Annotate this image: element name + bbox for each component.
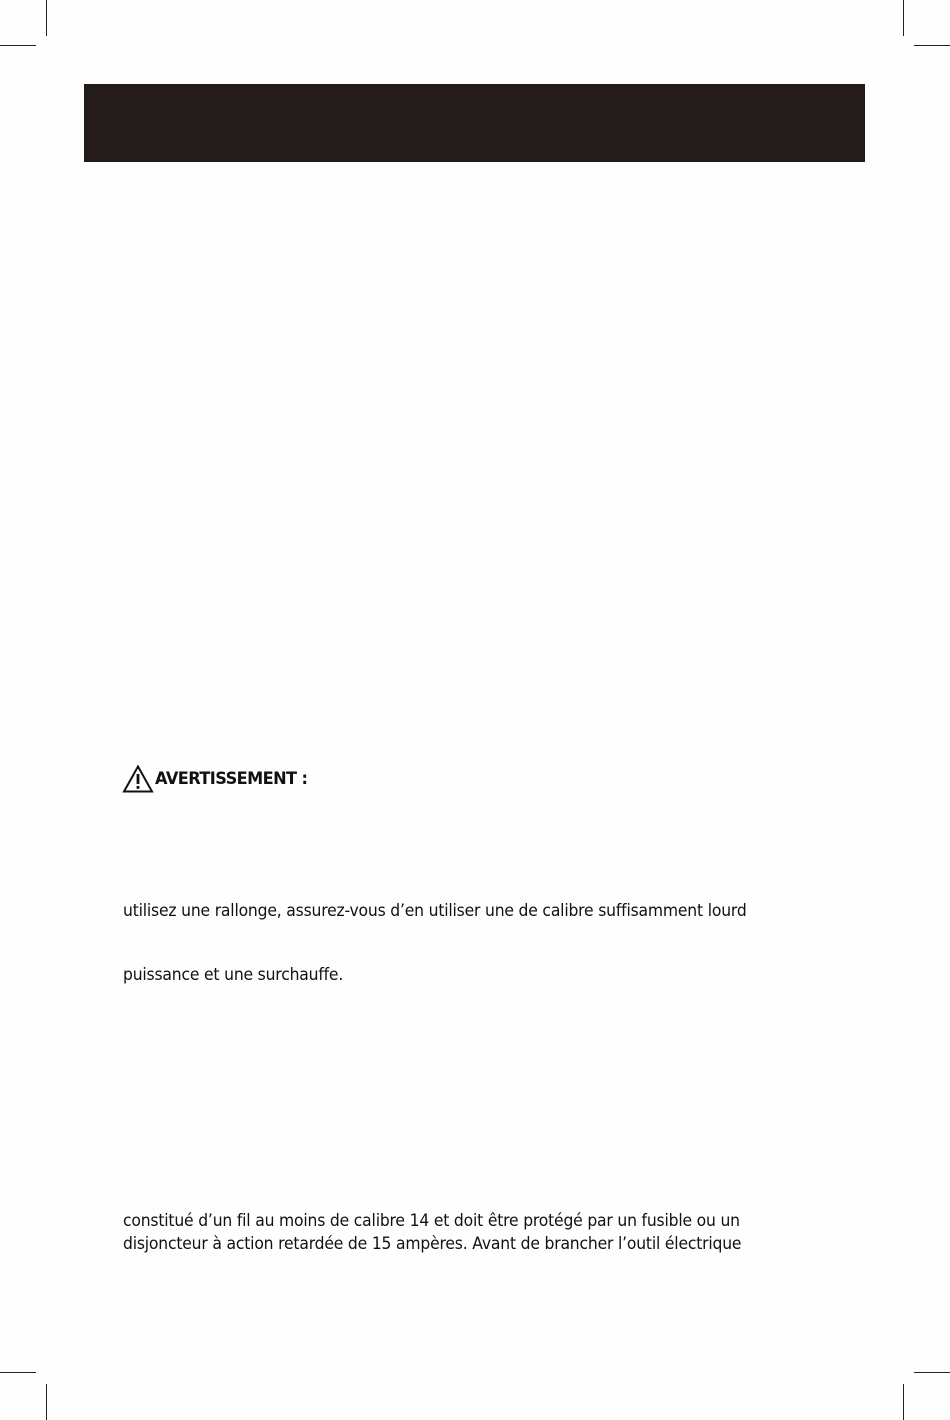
crop-mark-bottom-left-horizontal xyxy=(0,1372,36,1373)
crop-mark-top-right-horizontal xyxy=(914,45,950,46)
warning-heading xyxy=(122,763,315,795)
paragraph-1-line-2: puissance et une surchauffe. xyxy=(123,965,344,984)
crop-mark-top-left-horizontal xyxy=(0,45,36,46)
crop-mark-top-left-vertical xyxy=(46,0,47,36)
crop-mark-bottom-left-vertical xyxy=(46,1384,47,1420)
crop-mark-bottom-right-vertical xyxy=(903,1384,904,1420)
paragraph-2-line-1: constitué d’un fil au moins de calibre 14 et doit être protégé par un fusible ou un xyxy=(123,1211,740,1230)
warning-triangle-icon xyxy=(122,764,154,794)
warning-label: AVERTISSEMENT : xyxy=(155,769,308,789)
paragraph-1-line-1: utilisez une rallonge, assurez-vous d’en utiliser une de calibre suffisamment lourd xyxy=(123,901,747,920)
section-header-bar xyxy=(84,84,865,162)
paragraph-2-line-2: disjoncteur à action retardée de 15 ampères. Avant de brancher l’outil électrique xyxy=(123,1234,742,1253)
crop-mark-bottom-right-horizontal xyxy=(914,1372,950,1373)
crop-mark-top-right-vertical xyxy=(903,0,904,36)
